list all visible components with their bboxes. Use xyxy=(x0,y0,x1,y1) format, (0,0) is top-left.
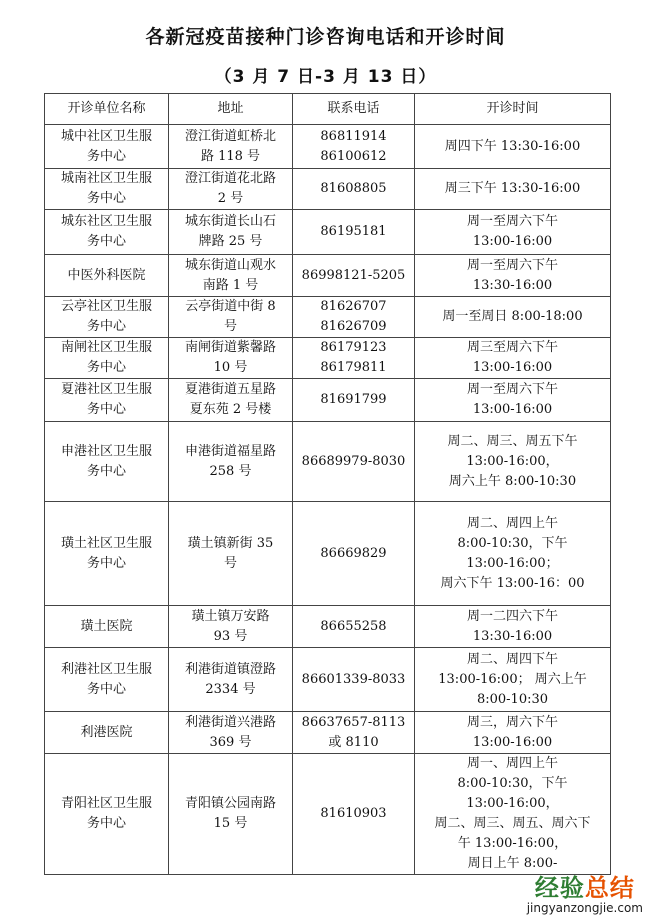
watermark-url: jingyanzongjie.com xyxy=(526,901,643,915)
clinic-name xyxy=(45,297,169,338)
clinic-schedule-table xyxy=(44,93,611,875)
clinic-name-text: 城东社区卫生服 务中心 xyxy=(60,214,152,249)
clinic-hours xyxy=(415,338,611,379)
table-header-row xyxy=(45,94,611,125)
clinic-hours-text: 周一、周四上午 8:00-10:30，下午 13:00-16:00， 周二、周三、周五、周六下 午 13:00-16:00， 周日上午 8:00- xyxy=(434,756,591,871)
clinic-name-text: 城南社区卫生服 务中心 xyxy=(60,171,152,206)
clinic-name xyxy=(45,169,169,210)
clinic-hours-text: 周三至周六下午 13:00-16:00 xyxy=(466,340,558,375)
clinic-phone xyxy=(293,125,415,169)
header-phone: 联系电话 xyxy=(293,94,415,125)
clinic-address xyxy=(169,379,293,422)
clinic-name xyxy=(45,502,169,606)
clinic-phone-text: 81626707 81626709 xyxy=(320,299,387,334)
clinic-address xyxy=(169,338,293,379)
table-row xyxy=(45,606,611,648)
clinic-name-text: 利港医院 xyxy=(80,724,133,740)
clinic-phone-text: 86811914 86100612 xyxy=(320,128,387,164)
table-row xyxy=(45,338,611,379)
clinic-address xyxy=(169,606,293,648)
clinic-address xyxy=(169,754,293,875)
clinic-hours xyxy=(415,422,611,502)
clinic-hours xyxy=(415,169,611,210)
date-range-subtitle: （3 月 7 日-3 月 13 日） xyxy=(214,67,437,87)
clinic-hours-text: 周一至周六下午 13:00-16:00 xyxy=(466,382,558,417)
clinic-hours-text: 周一二四六下午 13:30-16:00 xyxy=(466,608,558,644)
clinic-address xyxy=(169,648,293,712)
clinic-phone xyxy=(293,754,415,875)
clinic-phone-text: 86669829 xyxy=(320,545,387,561)
clinic-address-text: 澄江街道虹桥北 路 118 号 xyxy=(184,128,276,164)
clinic-name-text: 璜土医院 xyxy=(80,618,133,634)
clinic-phone-text: 86601339-8033 xyxy=(301,671,406,687)
table-row xyxy=(45,255,611,297)
clinic-address-text: 夏港街道五星路 夏东苑 2 号楼 xyxy=(184,382,276,417)
clinic-hours-text: 周一至周六下午 13:00-16:00 xyxy=(466,214,558,249)
clinic-name xyxy=(45,422,169,502)
clinic-hours-text: 周四下午 13:30-16:00 xyxy=(444,138,581,154)
clinic-address-text: 利港街道镇澄路 2334 号 xyxy=(184,661,276,697)
header-hours: 开诊时间 xyxy=(415,94,611,125)
clinic-hours xyxy=(415,754,611,875)
clinic-name-text: 申港社区卫生服 务中心 xyxy=(60,443,152,479)
clinic-phone xyxy=(293,422,415,502)
clinic-hours xyxy=(415,379,611,422)
clinic-phone-text: 86195181 xyxy=(320,224,387,239)
table-body xyxy=(45,125,611,875)
clinic-phone-text: 81608805 xyxy=(320,181,387,196)
clinic-hours xyxy=(415,125,611,169)
clinic-phone-text: 86179123 86179811 xyxy=(320,340,387,375)
table-row xyxy=(45,502,611,606)
watermark xyxy=(527,868,643,915)
table-row xyxy=(45,422,611,502)
clinic-name xyxy=(45,379,169,422)
clinic-name-text: 中医外科医院 xyxy=(67,267,146,283)
clinic-phone-text: 86655258 xyxy=(320,618,387,634)
clinic-phone xyxy=(293,210,415,255)
clinic-address-text: 璜土镇万安路 93 号 xyxy=(191,608,270,644)
clinic-name xyxy=(45,648,169,712)
table-row xyxy=(45,169,611,210)
clinic-address xyxy=(169,502,293,606)
clinic-phone-text: 81610903 xyxy=(320,806,387,821)
clinic-address xyxy=(169,125,293,169)
clinic-name xyxy=(45,754,169,875)
clinic-hours xyxy=(415,210,611,255)
clinic-hours xyxy=(415,255,611,297)
clinic-phone xyxy=(293,712,415,754)
page-title: 各新冠疫苗接种门诊咨询电话和开诊时间 xyxy=(145,26,506,48)
table-row xyxy=(45,648,611,712)
clinic-phone xyxy=(293,338,415,379)
clinic-phone xyxy=(293,502,415,606)
clinic-name-text: 青阳社区卫生服 务中心 xyxy=(60,796,152,831)
table-row xyxy=(45,379,611,422)
table-row xyxy=(45,125,611,169)
clinic-address-text: 澄江街道花北路 2 号 xyxy=(184,171,276,206)
clinic-hours-text: 周二、周四下午 13:00-16:00； 周六上午 8:00-10:30 xyxy=(438,651,587,707)
clinic-address-text: 利港街道兴港路 369 号 xyxy=(184,714,276,750)
clinic-name-text: 城中社区卫生服 务中心 xyxy=(60,128,152,164)
clinic-address xyxy=(169,169,293,210)
clinic-phone xyxy=(293,169,415,210)
clinic-phone-text: 81691799 xyxy=(320,392,387,407)
clinic-name xyxy=(45,125,169,169)
clinic-name xyxy=(45,255,169,297)
clinic-address-text: 申港街道福星路 258 号 xyxy=(184,443,276,479)
clinic-address xyxy=(169,422,293,502)
clinic-hours xyxy=(415,297,611,338)
clinic-address-text: 城东街道长山石 牌路 25 号 xyxy=(184,214,276,249)
clinic-name xyxy=(45,606,169,648)
clinic-hours-text: 周一至周日 8:00-18:00 xyxy=(442,309,583,324)
clinic-name-text: 利港社区卫生服 务中心 xyxy=(60,661,152,697)
clinic-phone-text: 86689979-8030 xyxy=(301,453,406,469)
clinic-hours xyxy=(415,712,611,754)
clinic-phone-text: 86637657-8113 或 8110 xyxy=(301,714,406,750)
clinic-name xyxy=(45,210,169,255)
clinic-address-text: 璜土镇新街 35 号 xyxy=(187,535,274,571)
clinic-name-text: 夏港社区卫生服 务中心 xyxy=(60,382,152,417)
clinic-phone xyxy=(293,297,415,338)
clinic-hours-text: 周二、周四上午 8:00-10:30，下午 13:00-16:00； 周六下午 13:00-16：00 xyxy=(440,515,585,591)
clinic-name-text: 南闸社区卫生服 务中心 xyxy=(60,340,152,375)
table-row xyxy=(45,297,611,338)
clinic-hours xyxy=(415,606,611,648)
clinic-name xyxy=(45,338,169,379)
table-row xyxy=(45,210,611,255)
clinic-phone xyxy=(293,648,415,712)
clinic-address-text: 云亭街道中街 8 号 xyxy=(185,299,276,334)
clinic-address-text: 城东街道山观水 南路 1 号 xyxy=(184,257,276,293)
watermark-logo: 经验总结 xyxy=(534,874,635,902)
clinic-hours-text: 周三，周六下午 13:00-16:00 xyxy=(466,714,558,750)
header-address: 地址 xyxy=(169,94,293,125)
table-row xyxy=(45,712,611,754)
header-clinic-name: 开诊单位名称 xyxy=(45,94,169,125)
clinic-phone xyxy=(293,255,415,297)
clinic-address-text: 青阳镇公园南路 15 号 xyxy=(184,796,276,831)
clinic-hours xyxy=(415,648,611,712)
clinic-name-text: 云亭社区卫生服 务中心 xyxy=(60,299,152,334)
clinic-address xyxy=(169,712,293,754)
clinic-phone-text: 86998121-5205 xyxy=(301,267,406,283)
clinic-phone xyxy=(293,379,415,422)
clinic-address xyxy=(169,210,293,255)
clinic-phone xyxy=(293,606,415,648)
clinic-address xyxy=(169,255,293,297)
table-row xyxy=(45,754,611,875)
clinic-hours-text: 周一至周六下午 13:30-16:00 xyxy=(466,257,558,293)
clinic-hours-text: 周三下午 13:30-16:00 xyxy=(444,181,581,196)
clinic-address xyxy=(169,297,293,338)
clinic-hours-text: 周二、周三、周五下午 13:00-16:00， 周六上午 8:00-10:30 xyxy=(447,433,578,489)
clinic-address-text: 南闸街道紫馨路 10 号 xyxy=(184,340,276,375)
clinic-name-text: 璜土社区卫生服 务中心 xyxy=(60,535,152,571)
clinic-name xyxy=(45,712,169,754)
clinic-hours xyxy=(415,502,611,606)
